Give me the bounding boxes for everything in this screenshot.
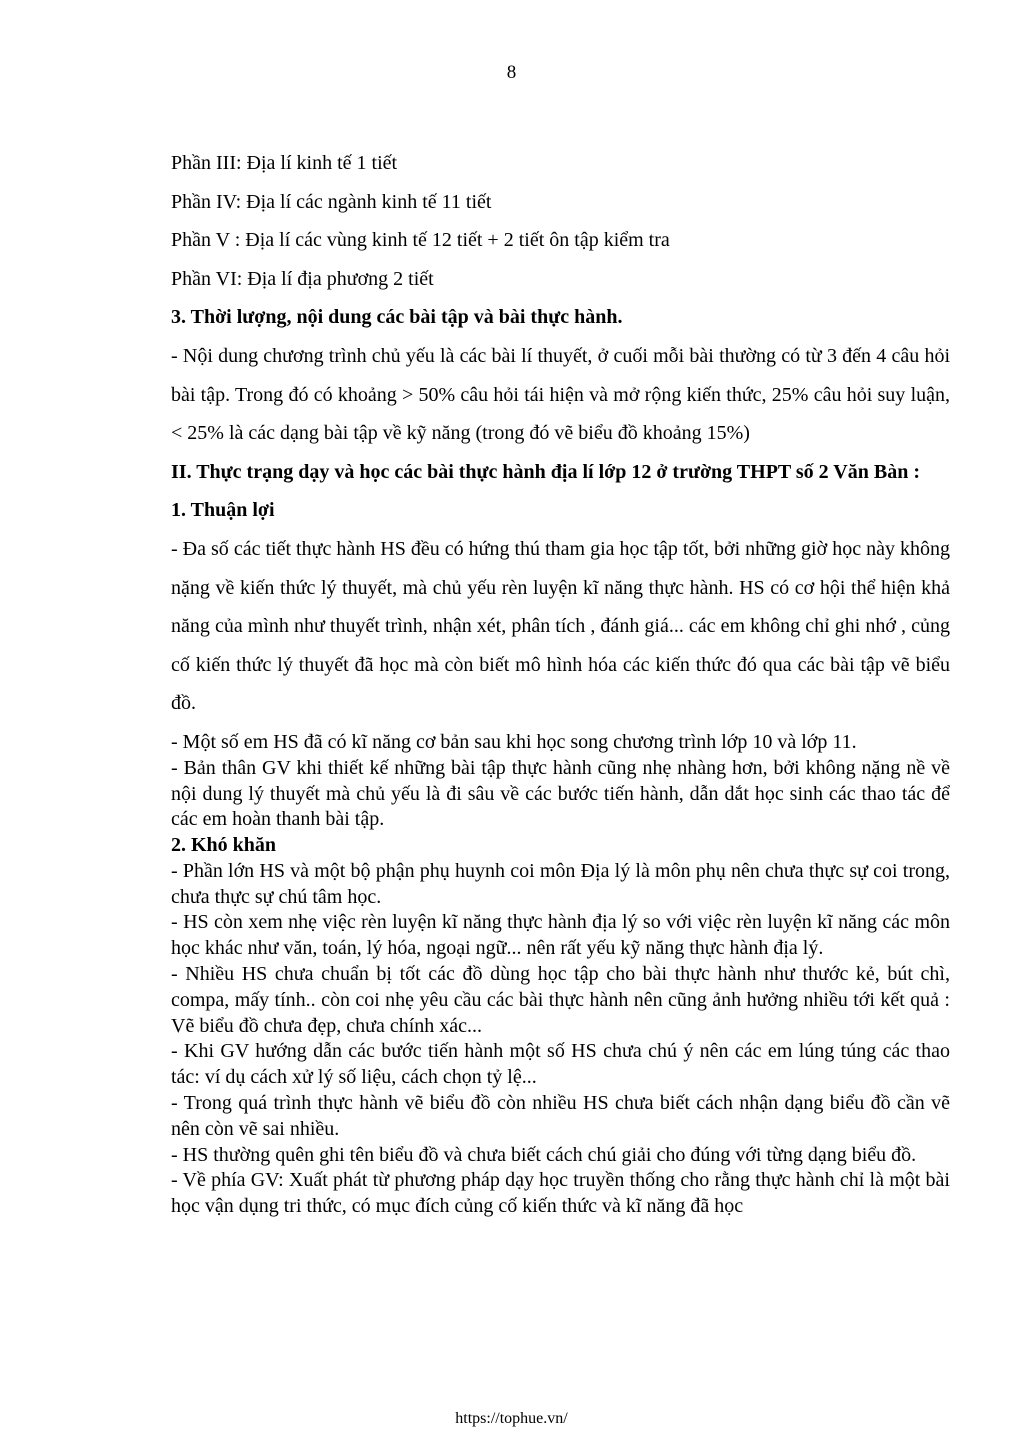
paragraph-teacher-side: - Về phía GV: Xuất phát từ phương pháp dạy học truyền thống cho rằng thực hành chỉ là một bài học vận dụng tri thức, có mục đích củng cố kiến thức và kĩ năng đã học xyxy=(171,1169,950,1218)
paragraph-student-skills: - Một số em HS đã có kĩ năng cơ bản sau khi học song chương trình lớp 10 và lớp 11. xyxy=(171,730,857,753)
paragraph-program-content: - Nội dung chương trình chủ yếu là các bài lí thuyết, ở cuối mỗi bài thường có từ 3 đến 4 câu hỏi bài tập. Trong đó có khoảng > 50% câu hỏi tái hiện và mở rộng kiến thức, 25% câu hỏi suy luận, < 25% là các dạng bài tập về kỹ năng (trong đó vẽ biểu đồ khoảng 15%) xyxy=(171,344,950,445)
paragraph-difficulty-1: - Phần lớn HS và một bộ phận phụ huynh coi môn Địa lý là môn phụ nên chưa thực sự coi trong, chưa thực sự chú tâm học. xyxy=(171,859,950,908)
paragraph-difficulty-4: - Khi GV hướng dẫn các bước tiến hành một số HS chưa chú ý nên các em lúng túng các thao tác: ví dụ cách xử lý số liệu, cách chọn tỷ lệ... xyxy=(171,1040,950,1089)
footer-url[interactable]: https://tophue.vn/ xyxy=(455,1410,568,1427)
paragraph-part-iii: Phần III: Địa lí kinh tế 1 tiết xyxy=(171,152,398,174)
paragraph-part-vi: Phần VI: Địa lí địa phương 2 tiết xyxy=(171,267,434,290)
paragraph-part-v: Phần V : Địa lí các vùng kinh tế 12 tiết + 2 tiết ôn tập kiểm tra xyxy=(171,229,670,252)
heading-difficulties: 2. Khó khăn xyxy=(171,834,277,857)
paragraph-teacher-design: - Bản thân GV khi thiết kế những bài tập thực hành cũng nhẹ nhàng hơn, bởi không nặng nề về nội dung lý thuyết mà chủ yếu là đi sâu về các bước tiến hành, dẫn dắt học sinh các thao tác để các em hoàn thanh bài tập. xyxy=(171,756,950,831)
paragraph-difficulty-2: - HS còn xem nhẹ việc rèn luyện kĩ năng thực hành địa lý so với việc rèn luyện kĩ năng các môn học khác như văn, toán, lý hóa, ngoại ngữ... nên rất yếu kỹ năng thực hành địa lý. xyxy=(171,911,950,960)
paragraph-advantages: - Đa số các tiết thực hành HS đều có hứng thú tham gia học tập tốt, bởi những giờ học này không nặng về kiến thức lý thuyết, mà chủ yếu rèn luyện kĩ năng thực hành. HS có cơ hội thể hiện khả năng của mình như thuyết trình, nhận xét, phân tích , đánh giá... các em không chỉ ghi nhớ , củng cố kiến thức lý thuyết đã học mà còn biết mô hình hóa các kiến thức đó qua các bài tập vẽ biểu đồ. xyxy=(171,537,950,715)
heading-duration-content: 3. Thời lượng, nội dung các bài tập và bài thực hành. xyxy=(171,306,623,329)
paragraph-difficulty-3: - Nhiều HS chưa chuẩn bị tốt các đồ dùng học tập cho bài thực hành như thước kẻ, bút chì, compa, mấy tính.. còn coi nhẹ yêu cầu các bài thực hành nên cũng ảnh hưởng nhiều tới kết quả : Vẽ biểu đồ chưa đẹp, chưa chính xác... xyxy=(171,963,950,1037)
heading-advantages: 1. Thuận lợi xyxy=(171,499,275,522)
heading-section-ii: II. Thực trạng dạy và học các bài thực hành địa lí lớp 12 ở trường THPT số 2 Văn Bàn : xyxy=(171,460,920,483)
paragraph-difficulty-5: - Trong quá trình thực hành vẽ biểu đồ còn nhiều HS chưa biết cách nhận dạng biểu đồ cần vẽ nên còn vẽ sai nhiều. xyxy=(171,1092,950,1140)
paragraph-part-iv: Phần IV: Địa lí các ngành kinh tế 11 tiết xyxy=(171,190,492,213)
section-loose xyxy=(171,144,950,723)
page-body xyxy=(171,144,950,1220)
page-number: 8 xyxy=(506,62,517,83)
paragraph-difficulty-6: - HS thường quên ghi tên biểu đồ và chưa biết cách chú giải cho đúng với từng dạng biểu đồ. xyxy=(171,1143,917,1166)
section-tight xyxy=(171,730,950,1220)
